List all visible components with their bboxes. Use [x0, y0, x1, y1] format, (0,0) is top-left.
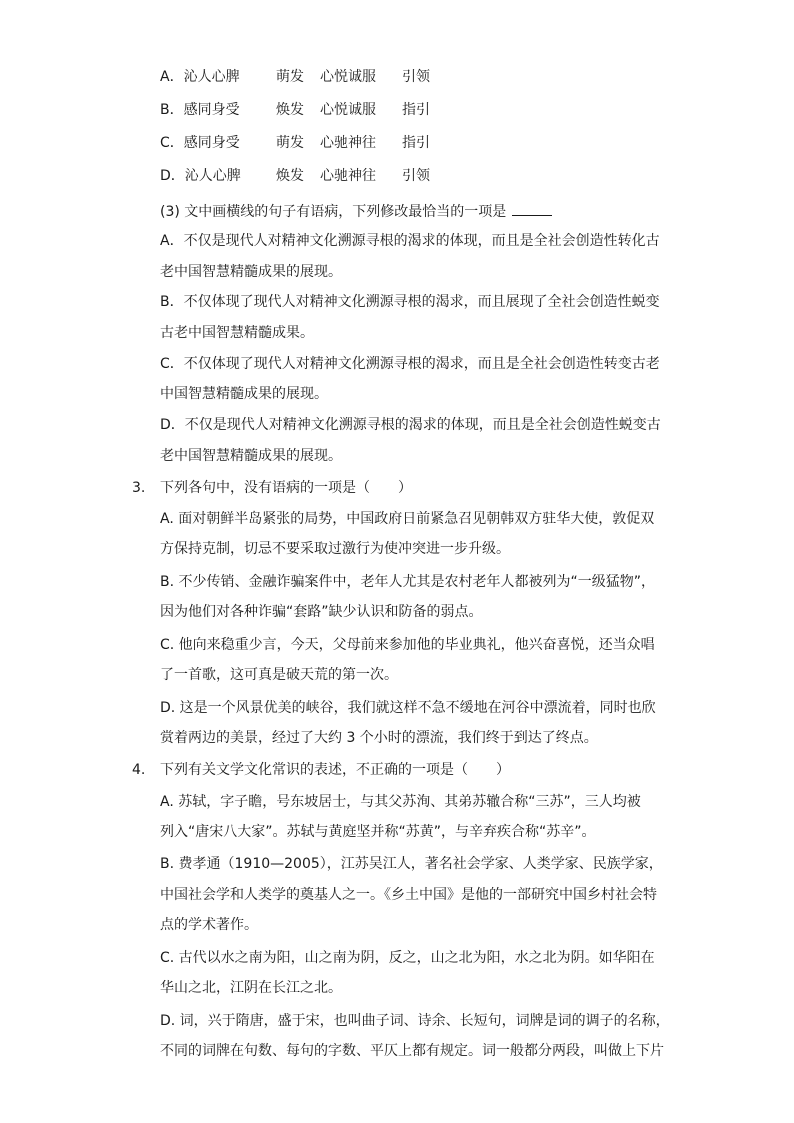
option-word: 焕发: [276, 168, 304, 184]
sub-question-stem-text: (3) 文中画横线的句子有语病，下列修改最恰当的一项是: [160, 204, 507, 220]
question-stem: 下列有关文学文化常识的表述，不正确的一项是（ ）: [160, 762, 510, 778]
answer-line: A. 苏轼，字子瞻，号东坡居士，与其父苏洵、其弟苏辙合称“三苏”，三人均被: [160, 794, 641, 810]
option-letter-word: B．感同身受: [160, 102, 240, 118]
option-letter-word: D．沁人心脾: [160, 168, 241, 184]
answer-line: 华山之北，江阴在长江之北。: [160, 980, 342, 996]
answer-line: 中国社会学和人类学的奠基人之一。《乡土中国》是他的一部研究中国乡村社会特: [160, 887, 657, 903]
answer-line: 了一首歌，这可真是破天荒的第一次。: [160, 667, 398, 683]
answer-line: D. 词，兴于隋唐，盛于宋，也叫曲子词、诗余、长短句，词牌是词的调子的名称，: [160, 1013, 670, 1029]
answer-line: 因为他们对各种诈骗“套路”缺少认识和防备的弱点。: [160, 604, 483, 620]
answer-line: C．不仅体现了现代人对精神文化溯源寻根的渴求，而且是全社会创造性转变古老: [160, 356, 660, 372]
option-word: 焕发: [276, 102, 304, 118]
question-number: 4.: [132, 762, 146, 778]
option-word: 指引: [402, 102, 430, 118]
option-word: 萌发: [276, 69, 304, 85]
answer-line: D. 这是一个风景优美的峡谷，我们就这样不急不缓地在河谷中漂流着，同时也欣: [160, 700, 656, 716]
answer-line: 老中国智慧精髓成果的展现。: [160, 264, 342, 280]
answer-line: C. 古代以水之南为阳，山之南为阴，反之，山之北为阳，水之北为阴。如华阳在: [160, 950, 655, 966]
answer-line: D．不仅是现代人对精神文化溯源寻根的渴求的体现，而且是全社会创造性蜕变古: [160, 417, 661, 433]
answer-line: A. 面对朝鲜半岛紧张的局势，中国政府日前紧急召见朝韩双方驻华大使，敦促双: [160, 511, 655, 527]
answer-line: 赏着两边的美景，经过了大约 3 个小时的漂流，我们终于到达了终点。: [160, 730, 598, 746]
answer-blank: [512, 201, 552, 216]
option-word: 心驰神往: [320, 135, 376, 151]
answer-line: 古老中国智慧精髓成果。: [160, 325, 314, 341]
option-word: 指引: [402, 135, 430, 151]
answer-line: B. 费孝通（1910—2005），江苏吴江人，著名社会学家、人类学家、民族学家，: [160, 856, 663, 872]
answer-line: 老中国智慧精髓成果的展现。: [160, 448, 342, 464]
answer-line: B．不仅体现了现代人对精神文化溯源寻根的渴求，而且展现了全社会创造性蜕变: [160, 294, 660, 310]
answer-line: 中国智慧精髓成果的展现。: [160, 386, 328, 402]
answer-line: 列入“唐宋八大家”。苏轼与黄庭坚并称“苏黄”，与辛弃疾合称“苏辛”。: [160, 824, 596, 840]
answer-line: A．不仅是现代人对精神文化溯源寻根的渴求的体现，而且是全社会创造性转化古: [160, 233, 660, 249]
option-word: 心悦诚服: [320, 102, 376, 118]
option-word: 萌发: [276, 135, 304, 151]
answer-line: 方保持克制，切忌不要采取过激行为使冲突进一步升级。: [160, 541, 510, 557]
answer-line: 点的学术著作。: [160, 917, 258, 933]
answer-line: C. 他向来稳重少言，今天，父母前来参加他的毕业典礼，他兴奋喜悦，还当众唱: [160, 637, 655, 653]
option-letter-word: A．沁人心脾: [160, 69, 240, 85]
option-word: 引领: [402, 69, 430, 85]
option-word: 引领: [402, 168, 430, 184]
sub-question-stem: [160, 201, 552, 222]
option-letter-word: C．感同身受: [160, 135, 240, 151]
question-stem: 下列各句中，没有语病的一项是（ ）: [160, 480, 412, 496]
answer-line: 不同的词牌在句数、每句的字数、平仄上都有规定。词一般都分两段，叫做上下片: [160, 1043, 664, 1059]
option-word: 心驰神往: [320, 168, 376, 184]
option-word: 心悦诚服: [320, 69, 376, 85]
answer-line: B. 不少传销、金融诈骗案件中，老年人尤其是农村老年人都被列为“一级猛物”，: [160, 574, 656, 590]
question-number: 3.: [132, 480, 146, 496]
